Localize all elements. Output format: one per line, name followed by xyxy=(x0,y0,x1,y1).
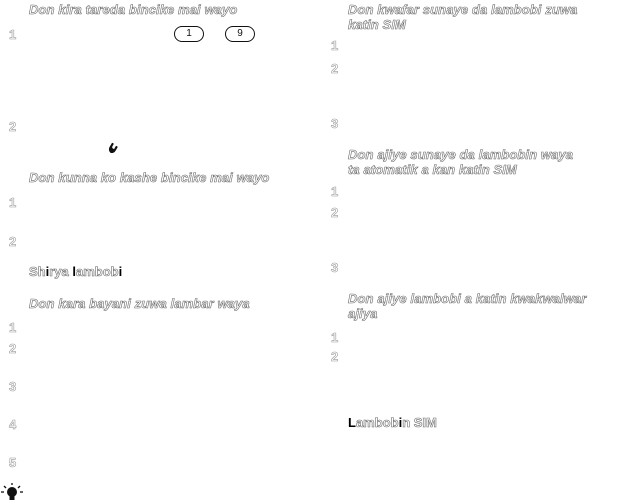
heading-copy-to-sim: Don kwafar sunaye da lambobi zuwa katin SIM xyxy=(348,2,578,32)
step-number: 1 xyxy=(9,27,17,42)
step-number: 4 xyxy=(9,417,17,432)
heading-auto-save-sim: Don ajiye sunaye da lambobin waya ta atomatik a kan katin SIM xyxy=(348,147,574,177)
heading-add-info: Don kara bayani zuwa lambar waya xyxy=(29,296,250,311)
step-number: 3 xyxy=(331,260,339,275)
term-edit-contacts: Shirya lambobi xyxy=(29,264,123,279)
lightbulb-tip-icon xyxy=(0,482,24,502)
step-number: 2 xyxy=(331,205,339,220)
step-number: 2 xyxy=(331,61,339,76)
step-number: 1 xyxy=(9,195,17,210)
step-number: 5 xyxy=(9,455,17,470)
call-icon xyxy=(106,136,122,154)
step-number: 2 xyxy=(331,349,339,364)
heading-save-memory-card: Don ajiye lambobi a katin kwakwalwar ajiya xyxy=(348,291,587,321)
term-sim-contacts: Lambobin SIM xyxy=(348,415,437,430)
step-number: 1 xyxy=(9,320,17,335)
heading-smart-search-call: Don kira tareda bincike mai wayo xyxy=(29,2,238,17)
key-1: 1 xyxy=(174,26,204,42)
heading-smart-search-toggle: Don kunna ko kashe bincike mai wayo xyxy=(29,170,270,185)
step-number: 2 xyxy=(9,119,17,134)
step-number: 2 xyxy=(9,341,17,356)
step-number: 3 xyxy=(331,116,339,131)
step-number: 1 xyxy=(331,184,339,199)
step-number: 2 xyxy=(9,234,17,249)
step-number: 1 xyxy=(331,38,339,53)
step-number: 3 xyxy=(9,379,17,394)
step-number: 1 xyxy=(331,330,339,345)
key-9: 9 xyxy=(225,26,255,42)
